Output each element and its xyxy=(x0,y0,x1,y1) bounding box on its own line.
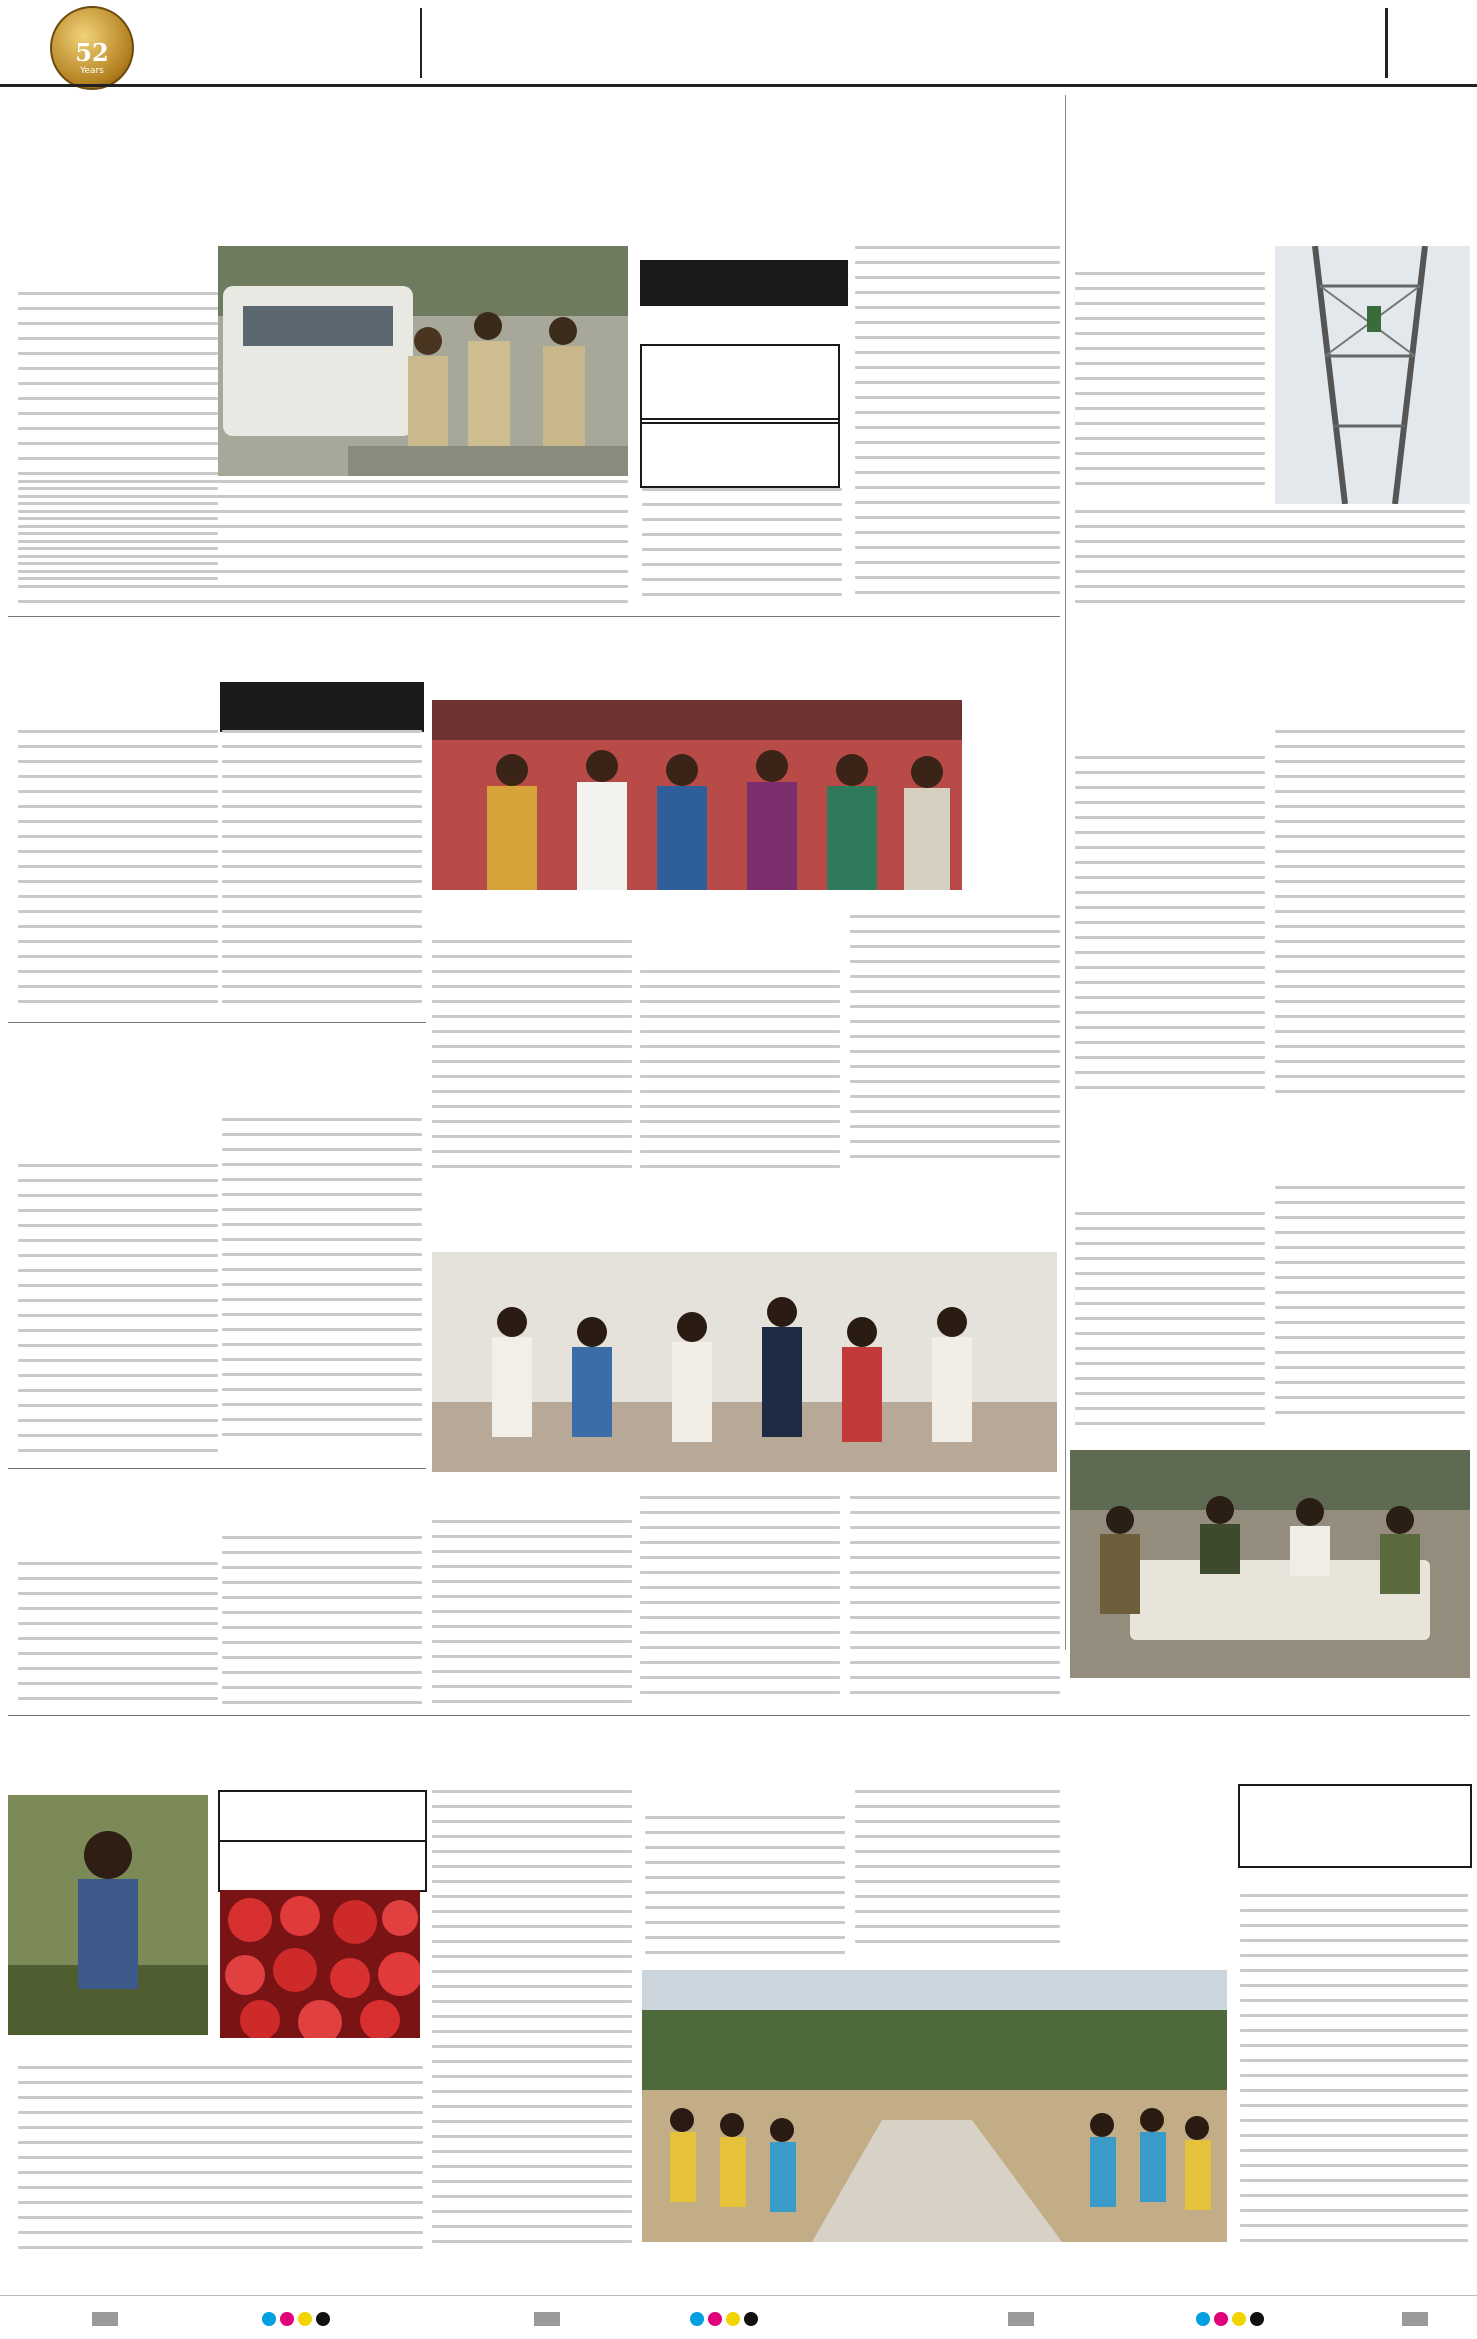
registration-cyan-1 xyxy=(262,2312,276,2326)
paddy-headline xyxy=(1070,585,1470,720)
coconut-dateline xyxy=(18,682,218,702)
students-headline xyxy=(430,630,1060,692)
row-rule-2 xyxy=(8,1022,426,1023)
semifinal-box xyxy=(1238,1784,1472,1868)
farmer-dateline xyxy=(18,2042,218,2062)
farmer-point-2-text xyxy=(226,1846,419,1886)
lead-column-3 xyxy=(855,246,1060,616)
shooting-box-point-1 xyxy=(640,344,840,424)
tower-headline xyxy=(1070,95,1470,230)
column-rule xyxy=(1065,95,1066,1650)
students-column-3 xyxy=(850,915,1060,1180)
semifinal-dateline xyxy=(1240,1868,1468,1888)
registration-magenta-3 xyxy=(1214,2312,1228,2326)
registration-magenta-1 xyxy=(280,2312,294,2326)
logo-years-number: 52 xyxy=(75,38,109,67)
section-divider xyxy=(1385,8,1388,78)
farmer-point-2 xyxy=(218,1840,427,1892)
bsf-dateline xyxy=(1075,1186,1265,1206)
cricket-caption xyxy=(780,2246,1110,2264)
registration-yellow-2 xyxy=(726,2312,740,2326)
tower-column-1 xyxy=(1075,272,1265,502)
lead-headline xyxy=(8,118,1058,240)
farmer-column-bottom xyxy=(18,2066,423,2266)
row-rule-1 xyxy=(8,616,1060,617)
registration-yellow-3 xyxy=(1232,2312,1246,2326)
vande-dateline xyxy=(432,1496,632,1516)
cricket-column-1 xyxy=(645,1816,845,1966)
tower-dateline xyxy=(1075,246,1265,266)
strawberry-photo xyxy=(220,1890,420,2038)
coconut-tag xyxy=(220,682,424,732)
registration-bar-1 xyxy=(92,2312,118,2326)
lead-photo xyxy=(218,246,628,476)
row-rule-3 xyxy=(8,1468,426,1469)
row-rule-4 xyxy=(8,1715,1470,1716)
students-caption xyxy=(560,895,960,913)
registration-bar-4 xyxy=(1402,2312,1428,2326)
registration-magenta-2 xyxy=(708,2312,722,2326)
place-day xyxy=(205,12,405,38)
coconut-headline xyxy=(8,632,428,672)
lead-column-bottom xyxy=(18,480,628,615)
sports-column-1 xyxy=(18,1164,218,1464)
sports-headline xyxy=(8,1040,428,1102)
tower-photo xyxy=(1275,246,1470,504)
sports-dateline xyxy=(18,1118,218,1138)
cricket-dateline xyxy=(645,1790,845,1810)
registration-black-2 xyxy=(744,2312,758,2326)
vande-column-1 xyxy=(432,1520,632,1720)
vande-column-3 xyxy=(850,1496,1060,1720)
students-column-2 xyxy=(640,970,840,1180)
maharudra-column-1 xyxy=(18,1562,218,1722)
registration-bar-2 xyxy=(534,2312,560,2326)
sports-column-2 xyxy=(222,1118,422,1464)
lead-column-2-bottom xyxy=(642,488,842,613)
registration-cyan-3 xyxy=(1196,2312,1210,2326)
students-dateline xyxy=(432,915,632,935)
vande-column-2 xyxy=(640,1496,840,1720)
registration-bar-3 xyxy=(1008,2312,1034,2326)
registration-black-3 xyxy=(1250,2312,1264,2326)
coconut-column-1 xyxy=(18,730,218,1020)
maharudra-column-2 xyxy=(222,1536,422,1722)
vande-caption xyxy=(640,1476,1050,1494)
shooting-box-point-2 xyxy=(640,418,840,488)
registration-black-1 xyxy=(316,2312,330,2326)
lead-reporter xyxy=(18,266,218,286)
maharudra-dateline xyxy=(18,1536,218,1556)
newspaper-logo xyxy=(50,6,134,90)
coconut-column-2 xyxy=(222,730,422,1020)
students-subhead xyxy=(640,915,840,965)
farmer-photo xyxy=(8,1795,208,2035)
masthead-rule xyxy=(0,84,1477,87)
vande-photo xyxy=(432,1252,1057,1472)
farmer-headline xyxy=(8,1722,628,1778)
vande-headline xyxy=(432,1180,1060,1242)
cricket-column-2 xyxy=(855,1790,1060,1966)
paddy-column-1 xyxy=(1075,756,1265,1116)
maharudra-headline xyxy=(8,1478,428,1528)
shooting-box-point-1-text xyxy=(648,352,832,416)
section-name xyxy=(1230,12,1370,72)
footer-rule xyxy=(0,2295,1477,2296)
bsf-column-2 xyxy=(1275,1186,1465,1442)
cricket-headline xyxy=(640,1722,1470,1778)
masthead-divider xyxy=(420,8,422,78)
logo-years-word: Years xyxy=(80,66,104,76)
bsf-photo xyxy=(1070,1450,1470,1678)
registration-cyan-2 xyxy=(690,2312,704,2326)
coconut-reporter xyxy=(18,702,218,722)
semifinal-column xyxy=(1240,1894,1468,2264)
issue-date xyxy=(205,46,405,72)
cricket-photo xyxy=(642,1970,1227,2242)
page-number xyxy=(1405,12,1460,72)
shooting-box-tag xyxy=(640,260,848,306)
students-column-1 xyxy=(432,940,632,1180)
farmer-point-1 xyxy=(218,1790,427,1842)
sports-reporter xyxy=(18,1138,218,1158)
registration-yellow-1 xyxy=(298,2312,312,2326)
farmer-point-1-text xyxy=(226,1796,419,1836)
shooting-box-point-2-text xyxy=(648,426,832,480)
bsf-headline xyxy=(1070,1120,1470,1174)
bsf-caption xyxy=(1075,1680,1470,1698)
bsf-column-1 xyxy=(1075,1212,1265,1442)
paddy-dateline xyxy=(1075,730,1265,750)
semifinal-headline xyxy=(1246,1790,1464,1862)
farmer-column-2 xyxy=(432,1790,632,2266)
lead-dateline xyxy=(18,246,218,266)
paddy-column-2 xyxy=(1275,730,1465,1116)
students-photo xyxy=(432,700,962,890)
